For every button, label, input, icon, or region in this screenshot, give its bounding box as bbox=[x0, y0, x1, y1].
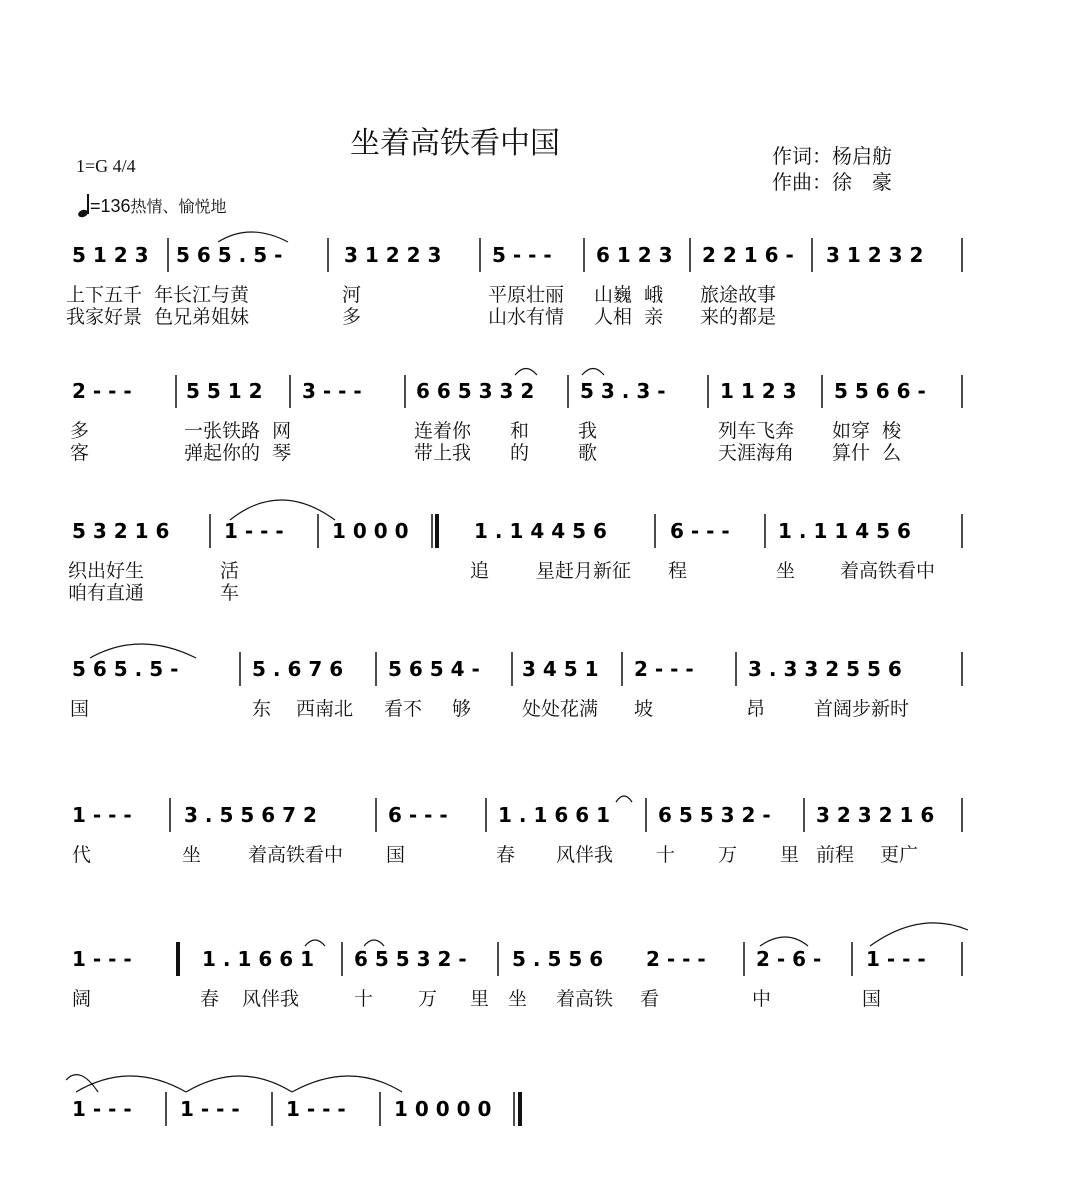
lyric-syllables: 春 bbox=[200, 988, 220, 1010]
measure-notes: 5 . 6 7 6 bbox=[252, 657, 344, 681]
song-title: 坐着高铁看中国 bbox=[350, 126, 560, 161]
lyric-syllables: 阔 bbox=[72, 988, 92, 1010]
measure-notes: 1 0 0 0 0 bbox=[394, 1097, 492, 1121]
lyric-syllables: 织出好生 bbox=[68, 560, 145, 582]
lyric-syllables: 追 bbox=[470, 560, 490, 582]
lyricist-credit: 作词：杨启舫 bbox=[772, 144, 892, 168]
lyric-syllables: 长江与黄 bbox=[173, 284, 250, 306]
lyric-syllables: 算什 么 bbox=[832, 442, 902, 464]
measure-notes: 5 3 . 3 - bbox=[580, 379, 666, 403]
measure-notes: 1 1 2 3 bbox=[720, 379, 797, 403]
measure-notes: 5 3 2 1 6 bbox=[72, 519, 170, 543]
lyric-syllables: 我 bbox=[578, 420, 598, 442]
measure-notes: 3 1 2 2 3 bbox=[344, 243, 442, 267]
lyric-syllables: 山巍 峨 bbox=[594, 284, 664, 306]
lyric-syllables: 多 bbox=[342, 306, 362, 328]
lyric-syllables: 上下五千 年 bbox=[66, 284, 174, 306]
lyric-syllables: 歌 bbox=[578, 442, 598, 464]
lyric-syllables: 里 bbox=[780, 844, 800, 866]
lyric-syllables: 风伴我 bbox=[556, 844, 614, 866]
lyric-syllables: 来的都是 bbox=[700, 306, 777, 328]
lyric-syllables: 坐 bbox=[776, 560, 796, 582]
lyric-syllables: 万 bbox=[418, 988, 438, 1010]
measure-notes: 1 - - - bbox=[72, 1097, 132, 1121]
key-signature: 1=G 4/4 bbox=[76, 156, 136, 176]
measure-notes: 1 . 1 6 6 1 bbox=[202, 947, 314, 971]
measure-notes: 2 - - - bbox=[72, 379, 132, 403]
measure-notes: 1 - - - bbox=[224, 519, 284, 543]
measure-notes: 3 . 5 5 6 7 2 bbox=[184, 803, 317, 827]
lyric-syllables: 代 bbox=[72, 844, 92, 866]
measure-notes: 2 - - - bbox=[646, 947, 706, 971]
lyric-syllables: 一张铁路 网 bbox=[184, 420, 292, 442]
lyric-syllables: 着高铁看中 bbox=[248, 844, 344, 866]
lyric-syllables: 车 bbox=[220, 582, 240, 604]
lyric-syllables: 星赶月新征 bbox=[536, 560, 632, 582]
lyric-syllables: 天涯海角 bbox=[718, 442, 795, 464]
lyric-syllables: 列车飞奔 bbox=[718, 420, 795, 442]
measure-notes: 6 1 2 3 bbox=[596, 243, 673, 267]
lyric-syllables: 国 bbox=[862, 988, 882, 1010]
lyric-syllables: 更广 bbox=[880, 844, 919, 866]
lyric-syllables: 十 bbox=[354, 988, 374, 1010]
measure-notes: 1 . 1 4 4 5 6 bbox=[474, 519, 607, 543]
lyric-syllables: 国 bbox=[70, 698, 90, 720]
lyric-syllables: 如穿 梭 bbox=[832, 420, 902, 442]
lyric-syllables: 人相 亲 bbox=[594, 306, 664, 328]
measure-notes: 6 6 5 3 3 2 bbox=[416, 379, 535, 403]
lyric-syllables: 和 bbox=[510, 420, 530, 442]
measure-notes: 1 . 1 6 6 1 bbox=[498, 803, 610, 827]
measure-notes: 1 - - - bbox=[286, 1097, 346, 1121]
tempo-expression: 热情、愉悦地 bbox=[130, 199, 227, 216]
measure-notes: 5 5 1 2 bbox=[186, 379, 263, 403]
lyric-syllables: 平原壮丽 bbox=[488, 284, 565, 306]
lyric-syllables: 咱有直通 bbox=[68, 582, 145, 604]
lyric-syllables: 坐 bbox=[508, 988, 528, 1010]
lyric-syllables: 着高铁 bbox=[556, 988, 614, 1010]
composer-credit: 作曲：徐 豪 bbox=[772, 170, 892, 194]
measure-notes: 2 - 6 - bbox=[756, 947, 822, 971]
lyric-syllables: 里 bbox=[470, 988, 490, 1010]
measure-notes: 3 2 3 2 1 6 bbox=[816, 803, 935, 827]
lyric-syllables: 河 bbox=[342, 284, 362, 306]
lyric-syllables: 弹起你的 琴 bbox=[184, 442, 292, 464]
measure-notes: 3 4 5 1 bbox=[522, 657, 599, 681]
lyric-syllables: 西南北 bbox=[296, 698, 354, 720]
lyric-syllables: 首阔步新时 bbox=[814, 698, 910, 720]
measure-notes: 6 - - - bbox=[388, 803, 448, 827]
lyric-syllables: 山水有情 bbox=[488, 306, 565, 328]
lyric-syllables: 风伴我 bbox=[242, 988, 300, 1010]
lyric-syllables: 兄弟姐妹 bbox=[173, 306, 250, 328]
measure-notes: 6 - - - bbox=[670, 519, 730, 543]
lyric-syllables: 够 bbox=[452, 698, 472, 720]
lyric-syllables: 程 bbox=[668, 560, 688, 582]
measure-notes: 3 - - - bbox=[302, 379, 362, 403]
lyric-syllables: 连着你 bbox=[414, 420, 472, 442]
tempo-value: =136 bbox=[90, 196, 131, 216]
lyric-syllables: 国 bbox=[386, 844, 406, 866]
lyric-syllables: 看不 bbox=[384, 698, 423, 720]
measure-notes: 1 - - - bbox=[72, 803, 132, 827]
measure-notes: 5 6 5 4 - bbox=[388, 657, 480, 681]
measure-notes: 6 5 5 3 2 - bbox=[658, 803, 771, 827]
measure-notes: 1 . 1 1 4 5 6 bbox=[778, 519, 911, 543]
measure-notes: 5 5 6 6 - bbox=[834, 379, 926, 403]
lyric-syllables: 昂 bbox=[746, 698, 766, 720]
measure-notes: 1 - - - bbox=[866, 947, 926, 971]
measure-notes: 1 - - - bbox=[180, 1097, 240, 1121]
measure-notes: 2 - - - bbox=[634, 657, 694, 681]
lyric-syllables: 中 bbox=[752, 988, 772, 1010]
lyric-syllables: 处处花满 bbox=[522, 698, 599, 720]
lyric-syllables: 客 bbox=[70, 442, 90, 464]
lyric-syllables: 春 bbox=[496, 844, 516, 866]
lyric-syllables: 的 bbox=[510, 442, 530, 464]
measure-notes: 2 2 1 6 - bbox=[702, 243, 794, 267]
measure-notes: 6 5 5 3 2 - bbox=[354, 947, 467, 971]
lyric-syllables: 万 bbox=[718, 844, 738, 866]
measure-notes: 1 - - - bbox=[72, 947, 132, 971]
lyric-syllables: 旅途故事 bbox=[700, 284, 777, 306]
measure-notes: 5 - - - bbox=[492, 243, 552, 267]
lyric-syllables: 着高铁看中 bbox=[840, 560, 936, 582]
measure-notes: 1 0 0 0 bbox=[332, 519, 409, 543]
lyric-syllables: 多 bbox=[70, 420, 90, 442]
measure-notes: 3 1 2 3 2 bbox=[826, 243, 924, 267]
measure-notes: 3 . 3 3 2 5 5 6 bbox=[748, 657, 902, 681]
measure-notes: 5 6 5 . 5 - bbox=[72, 657, 179, 681]
lyric-syllables: 坐 bbox=[182, 844, 202, 866]
lyric-syllables: 我家好景 色 bbox=[66, 306, 174, 328]
measure-notes: 5 6 5 . 5 - bbox=[176, 243, 283, 267]
measure-notes: 5 1 2 3 bbox=[72, 243, 149, 267]
lyric-syllables: 坡 bbox=[634, 698, 654, 720]
lyric-syllables: 看 bbox=[640, 988, 660, 1010]
lyric-syllables: 东 bbox=[252, 698, 272, 720]
measure-notes: 5 . 5 5 6 bbox=[512, 947, 604, 971]
lyric-syllables: 活 bbox=[220, 560, 240, 582]
lyric-syllables: 前程 bbox=[816, 844, 855, 866]
lyric-syllables: 带上我 bbox=[414, 442, 472, 464]
lyric-syllables: 十 bbox=[656, 844, 676, 866]
